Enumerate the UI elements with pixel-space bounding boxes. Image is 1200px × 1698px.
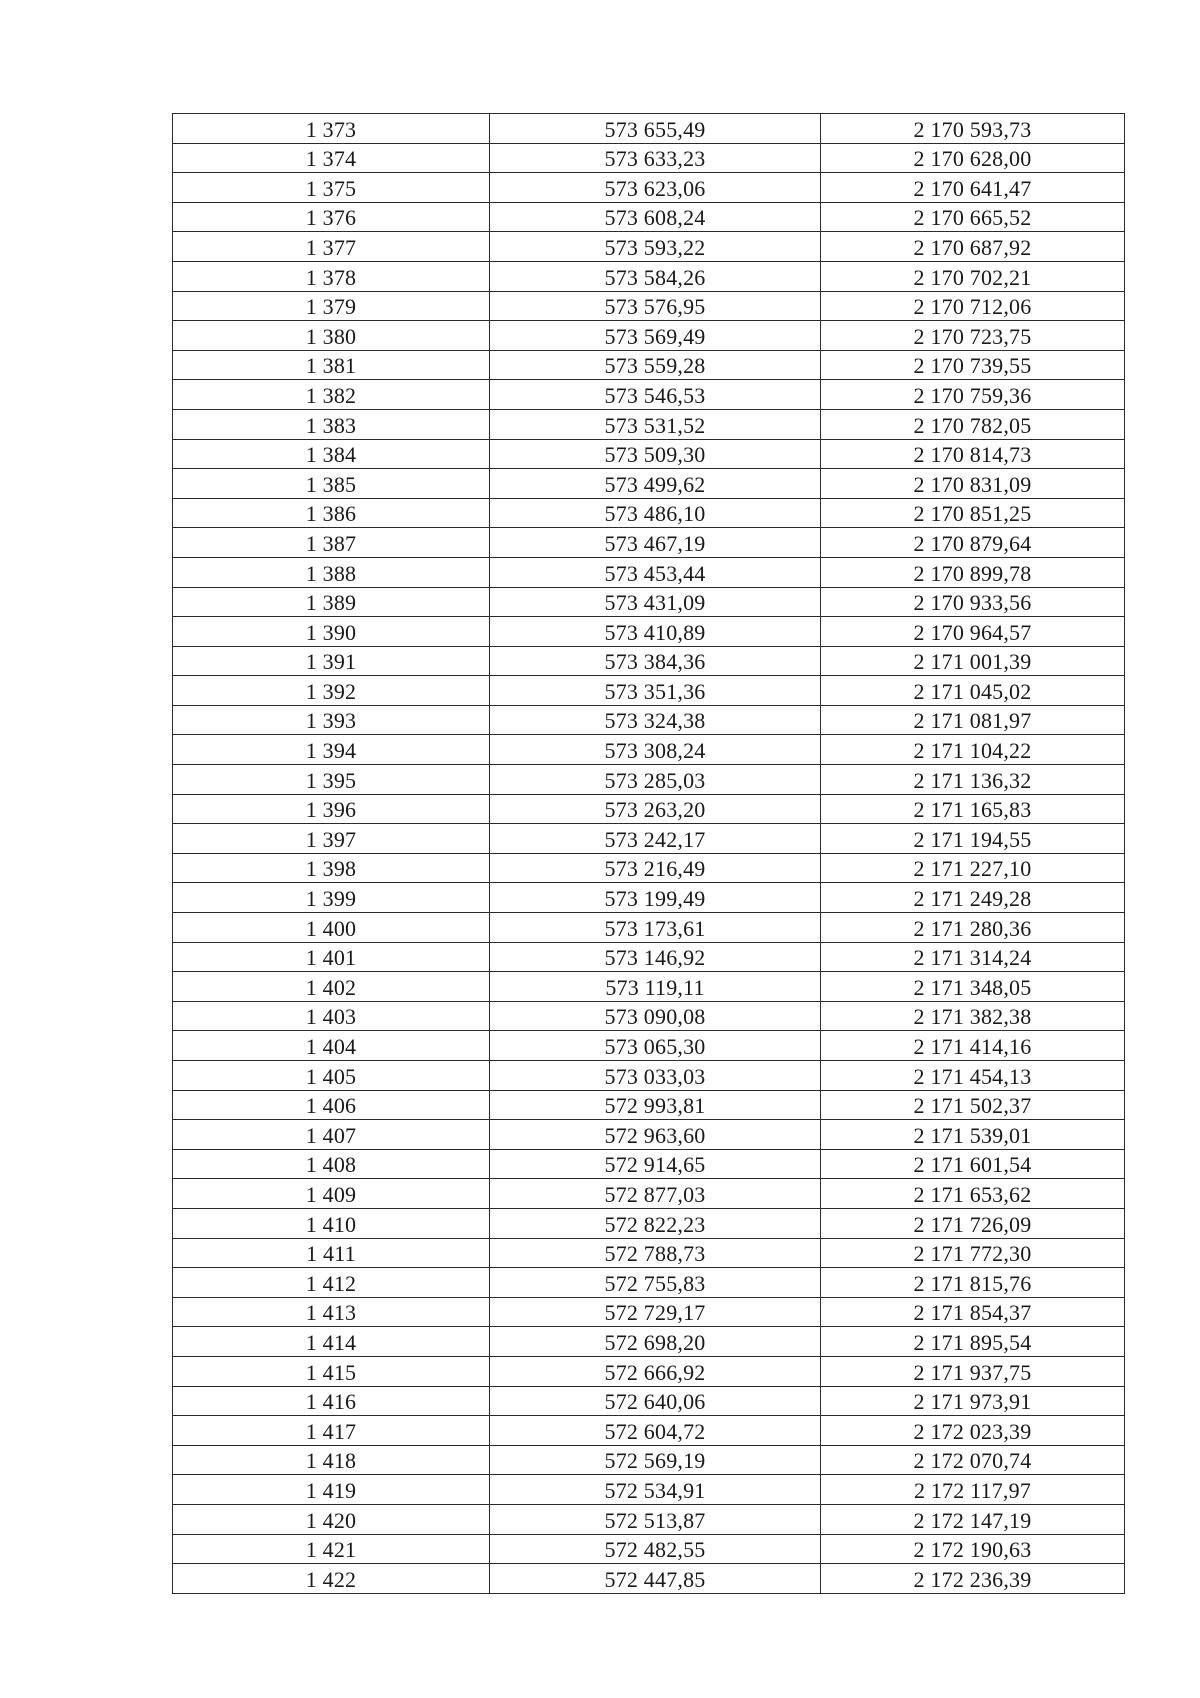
table-row [173,1356,1125,1386]
x-coordinate-cell: 573 608,24 [490,202,821,232]
point-number-cell: 1 417 [173,1416,490,1446]
x-coordinate-cell: 572 447,85 [490,1564,821,1594]
table-row [173,883,1125,913]
y-coordinate-cell: 2 171 348,05 [821,972,1125,1002]
x-coordinate-cell: 573 410,89 [490,617,821,647]
y-coordinate-cell: 2 171 895,54 [821,1327,1125,1357]
x-coordinate-cell: 572 822,23 [490,1208,821,1238]
x-coordinate-cell: 573 453,44 [490,557,821,587]
y-coordinate-cell: 2 170 712,06 [821,291,1125,321]
x-coordinate-cell: 573 146,92 [490,942,821,972]
x-coordinate-cell: 573 285,03 [490,765,821,795]
y-coordinate-cell: 2 170 831,09 [821,469,1125,499]
table-row [173,972,1125,1002]
x-coordinate-cell: 573 467,19 [490,528,821,558]
x-coordinate-cell: 572 698,20 [490,1327,821,1357]
table-row [173,528,1125,558]
table-row [173,1149,1125,1179]
point-number-cell: 1 406 [173,1090,490,1120]
point-number-cell: 1 373 [173,114,490,144]
point-number-cell: 1 407 [173,1120,490,1150]
y-coordinate-cell: 2 171 081,97 [821,705,1125,735]
y-coordinate-cell: 2 172 190,63 [821,1534,1125,1564]
y-coordinate-cell: 2 171 973,91 [821,1386,1125,1416]
coordinates-table-body [173,114,1125,1594]
table-row [173,853,1125,883]
point-number-cell: 1 390 [173,617,490,647]
point-number-cell: 1 415 [173,1356,490,1386]
x-coordinate-cell: 573 486,10 [490,498,821,528]
x-coordinate-cell: 573 546,53 [490,380,821,410]
x-coordinate-cell: 573 569,49 [490,321,821,351]
point-number-cell: 1 394 [173,735,490,765]
point-number-cell: 1 420 [173,1504,490,1534]
y-coordinate-cell: 2 170 593,73 [821,114,1125,144]
point-number-cell: 1 380 [173,321,490,351]
table-row [173,1179,1125,1209]
x-coordinate-cell: 573 499,62 [490,469,821,499]
point-number-cell: 1 376 [173,202,490,232]
y-coordinate-cell: 2 171 249,28 [821,883,1125,913]
table-row [173,291,1125,321]
y-coordinate-cell: 2 170 665,52 [821,202,1125,232]
point-number-cell: 1 397 [173,824,490,854]
point-number-cell: 1 398 [173,853,490,883]
point-number-cell: 1 414 [173,1327,490,1357]
y-coordinate-cell: 2 171 772,30 [821,1238,1125,1268]
table-row [173,1297,1125,1327]
x-coordinate-cell: 573 324,38 [490,705,821,735]
x-coordinate-cell: 572 513,87 [490,1504,821,1534]
point-number-cell: 1 389 [173,587,490,617]
point-number-cell: 1 413 [173,1297,490,1327]
x-coordinate-cell: 573 531,52 [490,409,821,439]
table-row [173,114,1125,144]
y-coordinate-cell: 2 172 147,19 [821,1504,1125,1534]
table-row [173,1416,1125,1446]
point-number-cell: 1 382 [173,380,490,410]
point-number-cell: 1 399 [173,883,490,913]
y-coordinate-cell: 2 171 227,10 [821,853,1125,883]
x-coordinate-cell: 573 119,11 [490,972,821,1002]
x-coordinate-cell: 572 877,03 [490,1179,821,1209]
y-coordinate-cell: 2 171 194,55 [821,824,1125,854]
table-row [173,1268,1125,1298]
point-number-cell: 1 391 [173,646,490,676]
y-coordinate-cell: 2 171 045,02 [821,676,1125,706]
y-coordinate-cell: 2 170 851,25 [821,498,1125,528]
table-row [173,202,1125,232]
y-coordinate-cell: 2 170 702,21 [821,261,1125,291]
y-coordinate-cell: 2 170 759,36 [821,380,1125,410]
point-number-cell: 1 416 [173,1386,490,1416]
x-coordinate-cell: 572 755,83 [490,1268,821,1298]
x-coordinate-cell: 573 199,49 [490,883,821,913]
point-number-cell: 1 402 [173,972,490,1002]
x-coordinate-cell: 573 242,17 [490,824,821,854]
point-number-cell: 1 396 [173,794,490,824]
x-coordinate-cell: 573 065,30 [490,1031,821,1061]
x-coordinate-cell: 572 569,19 [490,1445,821,1475]
point-number-cell: 1 375 [173,173,490,203]
x-coordinate-cell: 573 308,24 [490,735,821,765]
y-coordinate-cell: 2 171 539,01 [821,1120,1125,1150]
table-row [173,1445,1125,1475]
x-coordinate-cell: 573 384,36 [490,646,821,676]
x-coordinate-cell: 572 993,81 [490,1090,821,1120]
table-row [173,676,1125,706]
point-number-cell: 1 381 [173,350,490,380]
x-coordinate-cell: 573 033,03 [490,1061,821,1091]
table-row [173,1090,1125,1120]
x-coordinate-cell: 573 584,26 [490,261,821,291]
y-coordinate-cell: 2 170 739,55 [821,350,1125,380]
coordinates-table [172,113,1125,1594]
point-number-cell: 1 411 [173,1238,490,1268]
point-number-cell: 1 412 [173,1268,490,1298]
table-row [173,1001,1125,1031]
table-row [173,173,1125,203]
y-coordinate-cell: 2 171 937,75 [821,1356,1125,1386]
point-number-cell: 1 403 [173,1001,490,1031]
y-coordinate-cell: 2 171 280,36 [821,913,1125,943]
point-number-cell: 1 374 [173,143,490,173]
table-row [173,735,1125,765]
table-row [173,469,1125,499]
x-coordinate-cell: 572 640,06 [490,1386,821,1416]
x-coordinate-cell: 572 729,17 [490,1297,821,1327]
table-row [173,705,1125,735]
table-row [173,143,1125,173]
table-row [173,1504,1125,1534]
x-coordinate-cell: 572 788,73 [490,1238,821,1268]
table-row [173,409,1125,439]
x-coordinate-cell: 572 914,65 [490,1149,821,1179]
point-number-cell: 1 400 [173,913,490,943]
y-coordinate-cell: 2 171 382,38 [821,1001,1125,1031]
x-coordinate-cell: 573 351,36 [490,676,821,706]
table-row [173,350,1125,380]
y-coordinate-cell: 2 172 236,39 [821,1564,1125,1594]
point-number-cell: 1 392 [173,676,490,706]
table-row [173,617,1125,647]
y-coordinate-cell: 2 172 023,39 [821,1416,1125,1446]
x-coordinate-cell: 572 604,72 [490,1416,821,1446]
x-coordinate-cell: 573 509,30 [490,439,821,469]
point-number-cell: 1 377 [173,232,490,262]
point-number-cell: 1 386 [173,498,490,528]
y-coordinate-cell: 2 170 814,73 [821,439,1125,469]
y-coordinate-cell: 2 170 687,92 [821,232,1125,262]
x-coordinate-cell: 572 534,91 [490,1475,821,1505]
table-row [173,1120,1125,1150]
x-coordinate-cell: 573 173,61 [490,913,821,943]
point-number-cell: 1 421 [173,1534,490,1564]
y-coordinate-cell: 2 170 964,57 [821,617,1125,647]
y-coordinate-cell: 2 171 502,37 [821,1090,1125,1120]
y-coordinate-cell: 2 170 879,64 [821,528,1125,558]
x-coordinate-cell: 572 963,60 [490,1120,821,1150]
y-coordinate-cell: 2 171 454,13 [821,1061,1125,1091]
table-row [173,1031,1125,1061]
y-coordinate-cell: 2 171 854,37 [821,1297,1125,1327]
table-row [173,321,1125,351]
table-row [173,824,1125,854]
y-coordinate-cell: 2 171 653,62 [821,1179,1125,1209]
y-coordinate-cell: 2 171 601,54 [821,1149,1125,1179]
y-coordinate-cell: 2 171 414,16 [821,1031,1125,1061]
x-coordinate-cell: 573 633,23 [490,143,821,173]
table-row [173,1327,1125,1357]
point-number-cell: 1 410 [173,1208,490,1238]
y-coordinate-cell: 2 172 117,97 [821,1475,1125,1505]
table-row [173,498,1125,528]
table-row [173,942,1125,972]
point-number-cell: 1 393 [173,705,490,735]
x-coordinate-cell: 573 559,28 [490,350,821,380]
point-number-cell: 1 385 [173,469,490,499]
y-coordinate-cell: 2 170 933,56 [821,587,1125,617]
table-row [173,765,1125,795]
x-coordinate-cell: 573 655,49 [490,114,821,144]
table-row [173,794,1125,824]
y-coordinate-cell: 2 171 165,83 [821,794,1125,824]
y-coordinate-cell: 2 170 628,00 [821,143,1125,173]
point-number-cell: 1 387 [173,528,490,558]
point-number-cell: 1 408 [173,1149,490,1179]
y-coordinate-cell: 2 170 782,05 [821,409,1125,439]
point-number-cell: 1 405 [173,1061,490,1091]
y-coordinate-cell: 2 171 136,32 [821,765,1125,795]
table-row [173,1386,1125,1416]
table-row [173,1534,1125,1564]
y-coordinate-cell: 2 170 899,78 [821,557,1125,587]
x-coordinate-cell: 572 666,92 [490,1356,821,1386]
table-row [173,439,1125,469]
point-number-cell: 1 379 [173,291,490,321]
y-coordinate-cell: 2 171 726,09 [821,1208,1125,1238]
table-row [173,646,1125,676]
x-coordinate-cell: 573 593,22 [490,232,821,262]
point-number-cell: 1 378 [173,261,490,291]
table-row [173,1564,1125,1594]
table-row [173,913,1125,943]
x-coordinate-cell: 573 263,20 [490,794,821,824]
point-number-cell: 1 383 [173,409,490,439]
x-coordinate-cell: 572 482,55 [490,1534,821,1564]
table-row [173,1061,1125,1091]
table-row [173,1238,1125,1268]
x-coordinate-cell: 573 623,06 [490,173,821,203]
point-number-cell: 1 384 [173,439,490,469]
table-row [173,261,1125,291]
table-row [173,557,1125,587]
y-coordinate-cell: 2 171 104,22 [821,735,1125,765]
x-coordinate-cell: 573 216,49 [490,853,821,883]
point-number-cell: 1 419 [173,1475,490,1505]
point-number-cell: 1 404 [173,1031,490,1061]
table-row [173,587,1125,617]
point-number-cell: 1 388 [173,557,490,587]
x-coordinate-cell: 573 576,95 [490,291,821,321]
table-row [173,1208,1125,1238]
point-number-cell: 1 401 [173,942,490,972]
y-coordinate-cell: 2 171 815,76 [821,1268,1125,1298]
y-coordinate-cell: 2 171 314,24 [821,942,1125,972]
point-number-cell: 1 409 [173,1179,490,1209]
y-coordinate-cell: 2 170 723,75 [821,321,1125,351]
point-number-cell: 1 418 [173,1445,490,1475]
y-coordinate-cell: 2 172 070,74 [821,1445,1125,1475]
table-row [173,1475,1125,1505]
x-coordinate-cell: 573 090,08 [490,1001,821,1031]
point-number-cell: 1 422 [173,1564,490,1594]
point-number-cell: 1 395 [173,765,490,795]
table-row [173,380,1125,410]
y-coordinate-cell: 2 170 641,47 [821,173,1125,203]
y-coordinate-cell: 2 171 001,39 [821,646,1125,676]
table-row [173,232,1125,262]
x-coordinate-cell: 573 431,09 [490,587,821,617]
